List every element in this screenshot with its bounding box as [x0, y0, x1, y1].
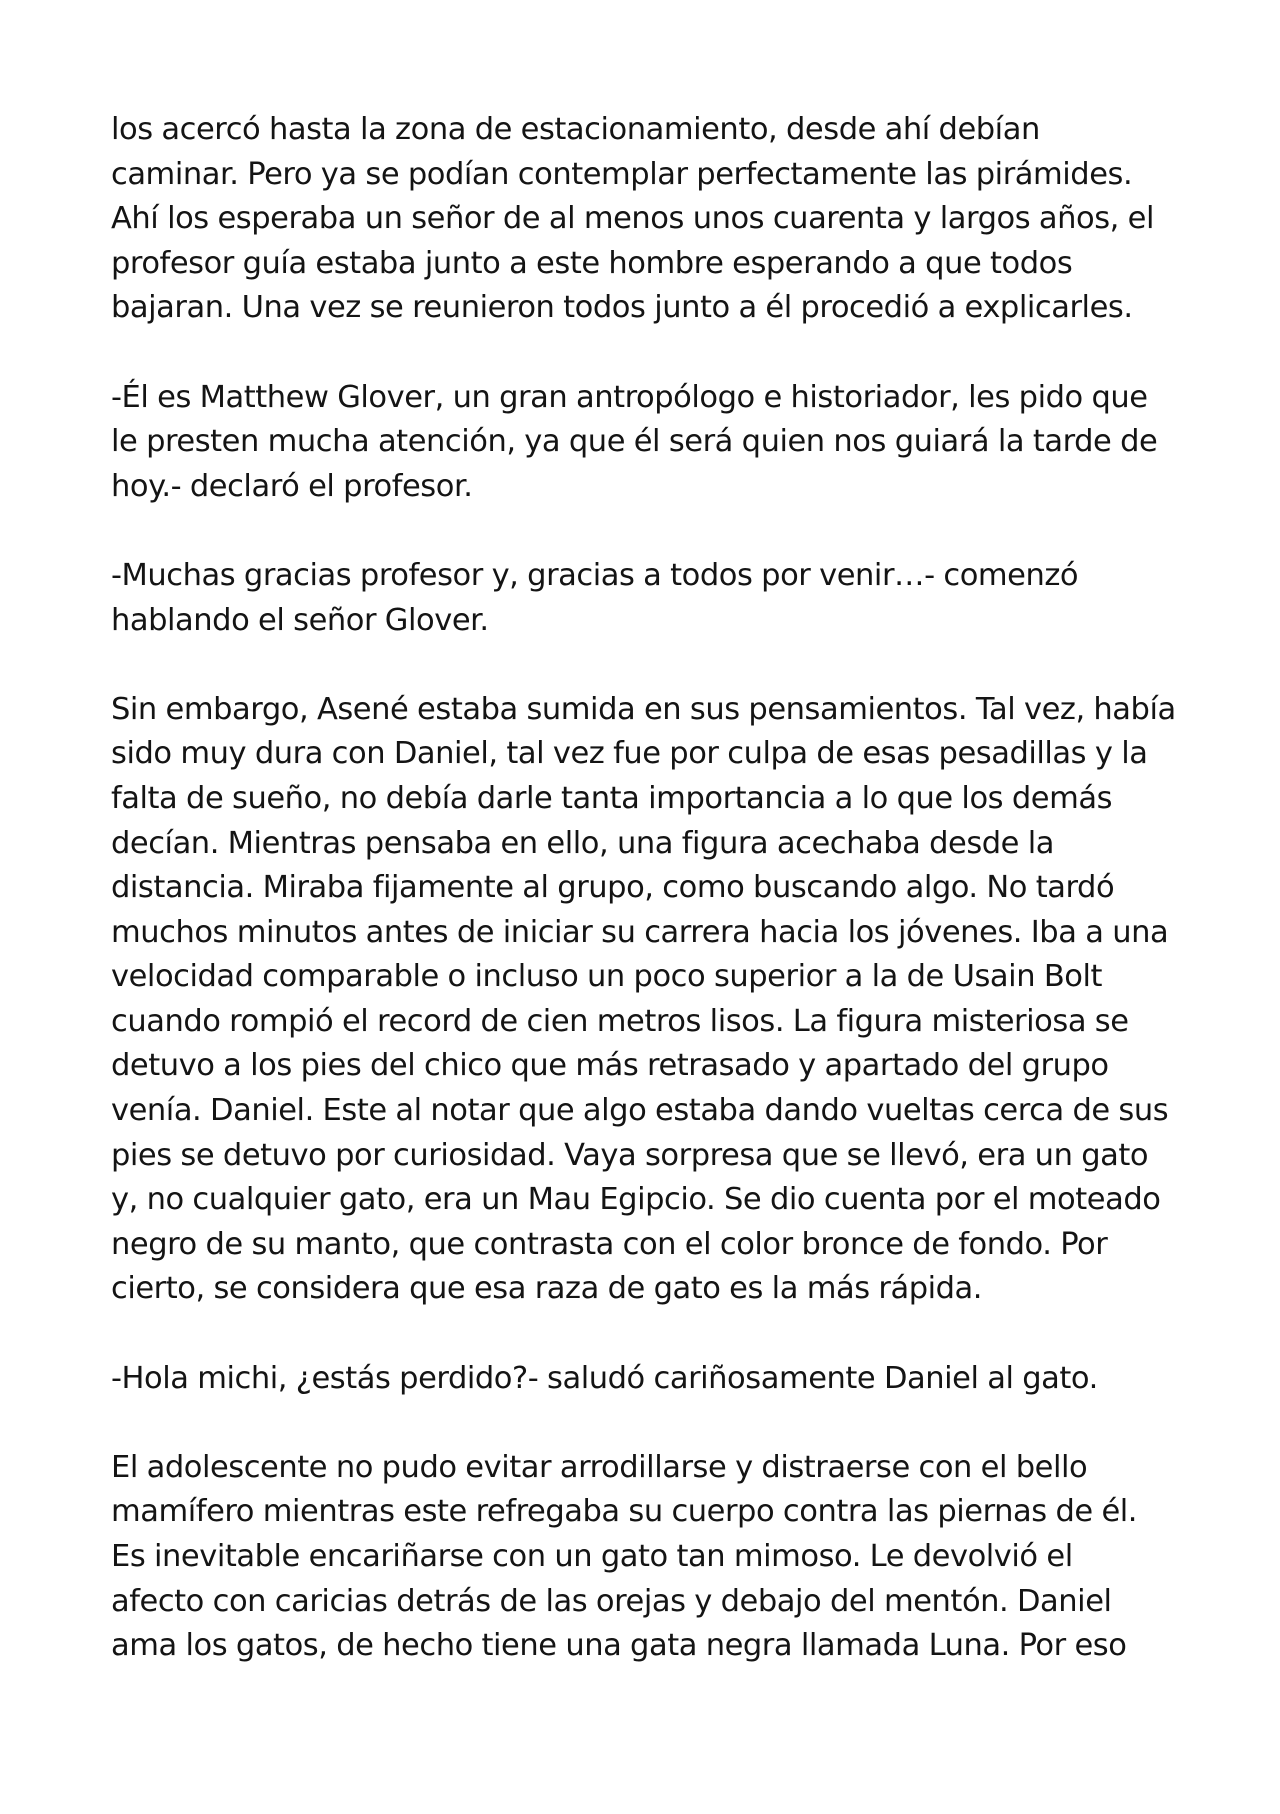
text-line: los acercó hasta la zona de estacionamiento, desde ahí debían — [111, 112, 1040, 147]
text-line: El adolescente no pudo evitar arrodillarse y distraerse con el bello — [111, 1449, 1088, 1485]
text-line: velocidad comparable o incluso un poco superior a la de Usain Bolt — [111, 959, 1103, 995]
body-text — [111, 108, 1176, 1669]
paragraph — [111, 376, 1171, 510]
text-line: -Muchas gracias profesor y, gracias a todos por venir…- comenzó — [111, 557, 1079, 593]
text-line: detuvo a los pies del chico que más retrasado y apartado del grupo — [111, 1048, 1109, 1084]
text-line: negro de su manto, que contrasta con el color bronce de fondo. Por — [111, 1226, 1108, 1262]
text-line: distancia. Miraba fijamente al grupo, como buscando algo. No tardó — [111, 870, 1115, 906]
text-line: profesor guía estaba junto a este hombre esperando a que todos — [111, 245, 1073, 281]
text-line: venía. Daniel. Este al notar que algo estaba dando vueltas cerca de sus — [111, 1093, 1169, 1129]
text-line: Es inevitable encariñarse con un gato tan mimoso. Le devolvió el — [111, 1539, 1073, 1574]
text-line: sido muy dura con Daniel, tal vez fue por culpa de esas pesadillas y la — [111, 736, 1148, 772]
text-line: Sin embargo, Asené estaba sumida en sus pensamientos. Tal vez, había — [111, 691, 1176, 727]
text-line: -Él es Matthew Glover, un gran antropólogo e historiador, les pido que — [111, 379, 1148, 415]
text-line: le presten mucha atención, ya que él será quien nos guiará la tarde de — [111, 424, 1158, 460]
text-line: cierto, se considera que esa raza de gato es la más rápida. — [111, 1271, 983, 1307]
text-line: Ahí los esperaba un señor de al menos unos cuarenta y largos años, el — [111, 201, 1154, 237]
paragraph — [111, 108, 1171, 331]
paragraph — [111, 688, 1176, 1312]
text-line: falta de sueño, no debía darle tanta importancia a lo que los demás — [111, 780, 1113, 816]
paragraph — [111, 1446, 1171, 1669]
paragraph — [111, 554, 1171, 643]
text-line: bajaran. Una vez se reunieron todos junto a él procedió a explicarles. — [111, 290, 1133, 326]
text-line: y, no cualquier gato, era un Mau Egipcio. Se dio cuenta por el moteado — [111, 1182, 1161, 1218]
text-line: cuando rompió el record de cien metros lisos. La figura misteriosa se — [111, 1003, 1129, 1039]
text-line: muchos minutos antes de iniciar su carrera hacia los jóvenes. Iba a una — [111, 914, 1169, 950]
text-line: mamífero mientras este refregaba su cuerpo contra las piernas de él. — [111, 1494, 1138, 1530]
paragraph — [111, 1357, 1171, 1402]
text-line: hablando el señor Glover. — [111, 602, 489, 638]
text-line: caminar. Pero ya se podían contemplar perfectamente las pirámides. — [111, 156, 1133, 192]
text-line: decían. Mientras pensaba en ello, una figura acechaba desde la — [111, 825, 1055, 861]
text-line: hoy.- declaró el profesor. — [111, 468, 473, 504]
text-line: ama los gatos, de hecho tiene una gata negra llamada Luna. Por eso — [111, 1628, 1127, 1664]
text-line: afecto con caricias detrás de las orejas y debajo del mentón. Daniel — [111, 1583, 1112, 1619]
text-line: -Hola michi, ¿estás perdido?- saludó cariñosamente Daniel al gato. — [111, 1360, 1098, 1396]
text-line: pies se detuvo por curiosidad. Vaya sorpresa que se llevó, era un gato — [111, 1137, 1149, 1173]
